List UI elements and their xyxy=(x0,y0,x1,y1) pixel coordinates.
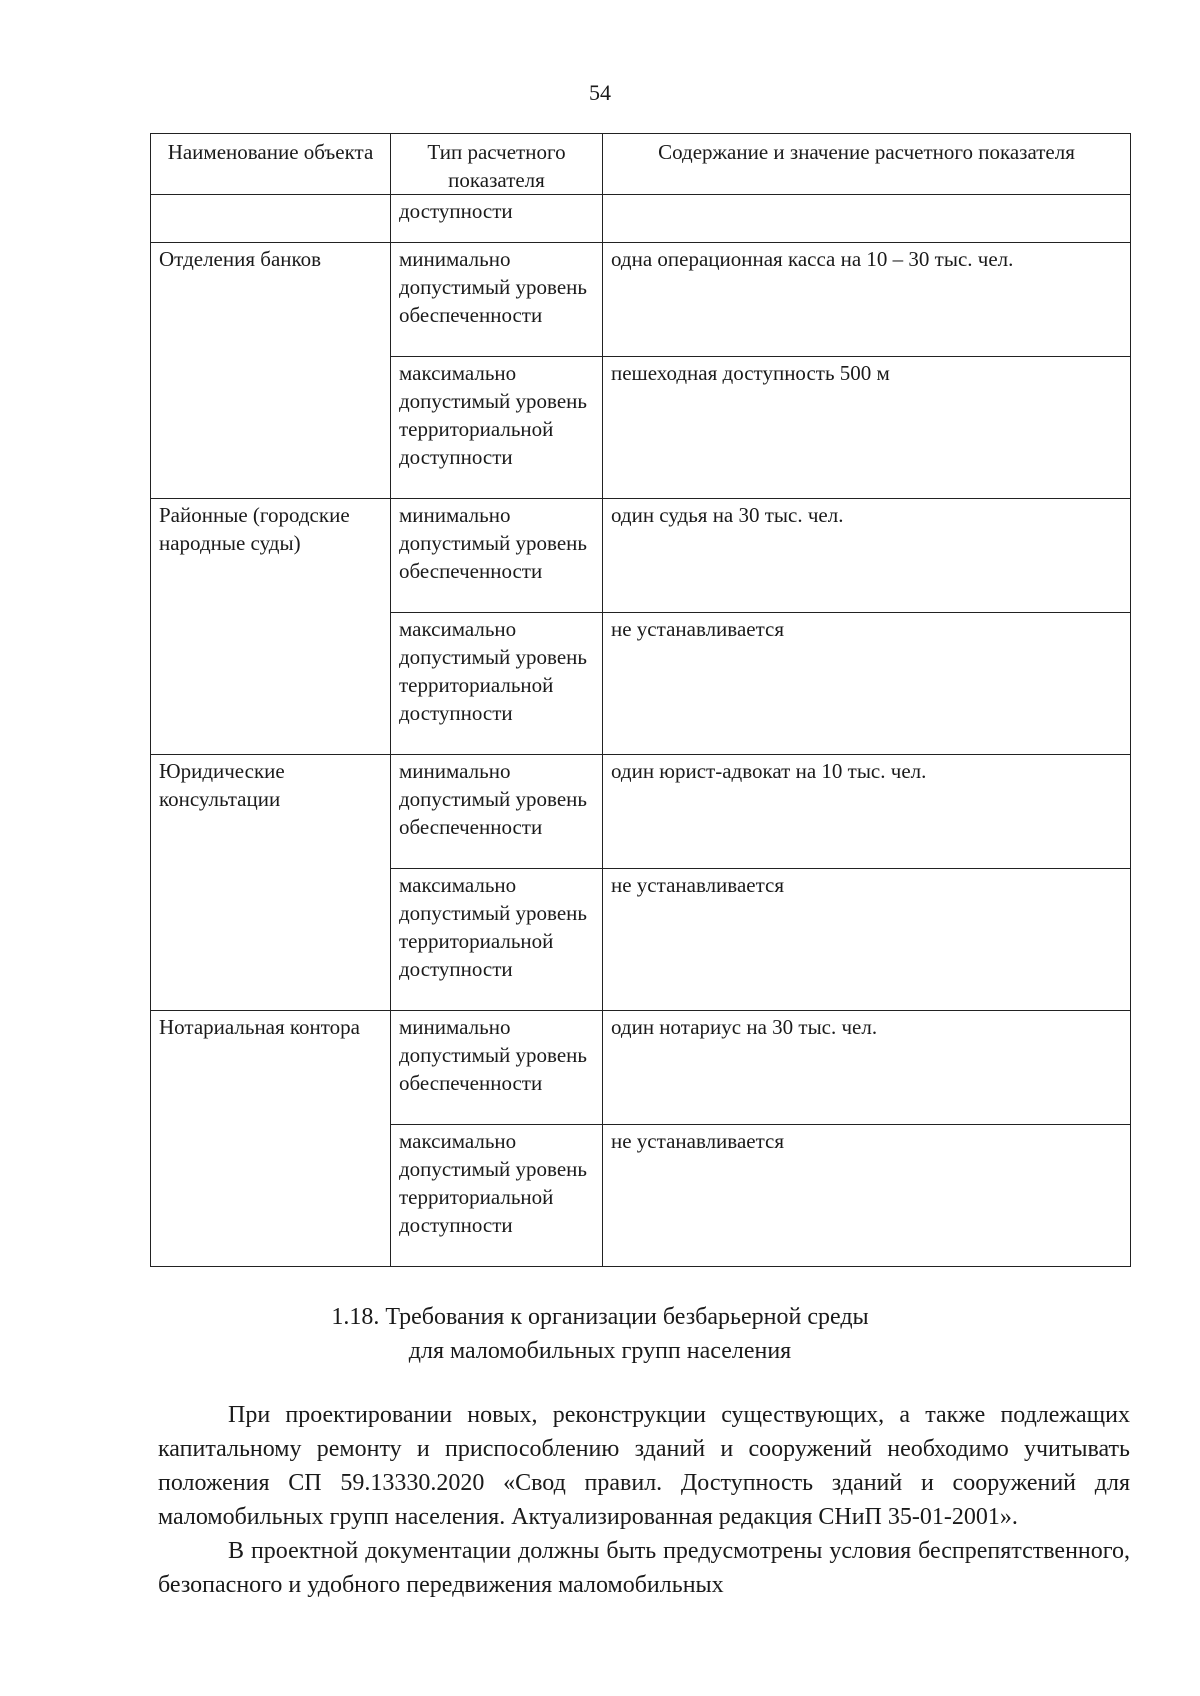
section-title-line-1: 1.18. Требования к организации безбарьерной среды xyxy=(331,1304,869,1330)
cell-value: один юрист-адвокат на 10 тыс. чел. xyxy=(603,755,1131,869)
cell-value: один судья на 30 тыс. чел. xyxy=(603,499,1131,613)
section-title xyxy=(0,1300,1200,1368)
table-header-row xyxy=(151,134,1131,195)
cell-value: не устанавливается xyxy=(603,869,1131,1011)
page-number: 54 xyxy=(589,80,611,105)
cell-indicator-type: доступности xyxy=(391,195,603,243)
table-row xyxy=(151,499,1131,613)
cell-value: один нотариус на 30 тыс. чел. xyxy=(603,1011,1131,1125)
cell-value: пешеходная доступность 500 м xyxy=(603,357,1131,499)
cell-object: Юридические консультации xyxy=(151,755,391,1011)
body-text xyxy=(158,1398,1130,1602)
header-value: Содержание и значение расчетного показателя xyxy=(603,134,1131,195)
cell-indicator-type: максимально допустимый уровень территориальной доступности xyxy=(391,869,603,1011)
cell-indicator-type: максимально допустимый уровень территориальной доступности xyxy=(391,357,603,499)
table-row xyxy=(151,755,1131,869)
cell-value: не устанавливается xyxy=(603,1125,1131,1267)
cell-object xyxy=(151,195,391,243)
section-title-line-2: для маломобильных групп населения xyxy=(408,1338,792,1364)
paragraph: При проектировании новых, реконструкции существующих, а также подлежащих капитальному ремонту и приспособлению зданий и сооружений необходимо учитывать положения СП 59.13330.2020 «Свод правил. Доступность зданий и сооружений для маломобильных групп населения. Актуализированная редакция СНиП 35-01-2001». xyxy=(158,1402,1130,1530)
header-indicator-type: Тип расчетного показателя xyxy=(391,134,603,195)
cell-indicator-type: минимально допустимый уровень обеспеченности xyxy=(391,499,603,613)
cell-indicator-type: минимально допустимый уровень обеспеченности xyxy=(391,755,603,869)
header-object: Наименование объекта xyxy=(151,134,391,195)
cell-indicator-type: максимально допустимый уровень территориальной доступности xyxy=(391,613,603,755)
paragraph: В проектной документации должны быть предусмотрены условия беспрепятственного, безопасного и удобного передвижения маломобильных xyxy=(158,1538,1130,1598)
cell-value: не устанавливается xyxy=(603,613,1131,755)
cell-object: Нотариальная контора xyxy=(151,1011,391,1267)
cell-indicator-type: минимально допустимый уровень обеспеченности xyxy=(391,1011,603,1125)
table-row xyxy=(151,243,1131,357)
cell-indicator-type: максимально допустимый уровень территориальной доступности xyxy=(391,1125,603,1267)
cell-indicator-type: минимально допустимый уровень обеспеченности xyxy=(391,243,603,357)
cell-object: Районные (городские народные суды) xyxy=(151,499,391,755)
table-row xyxy=(151,1011,1131,1125)
norms-table xyxy=(150,133,1131,1267)
table-row-continuation xyxy=(151,195,1131,243)
cell-value xyxy=(603,195,1131,243)
cell-value: одна операционная касса на 10 – 30 тыс. чел. xyxy=(603,243,1131,357)
cell-object: Отделения банков xyxy=(151,243,391,499)
